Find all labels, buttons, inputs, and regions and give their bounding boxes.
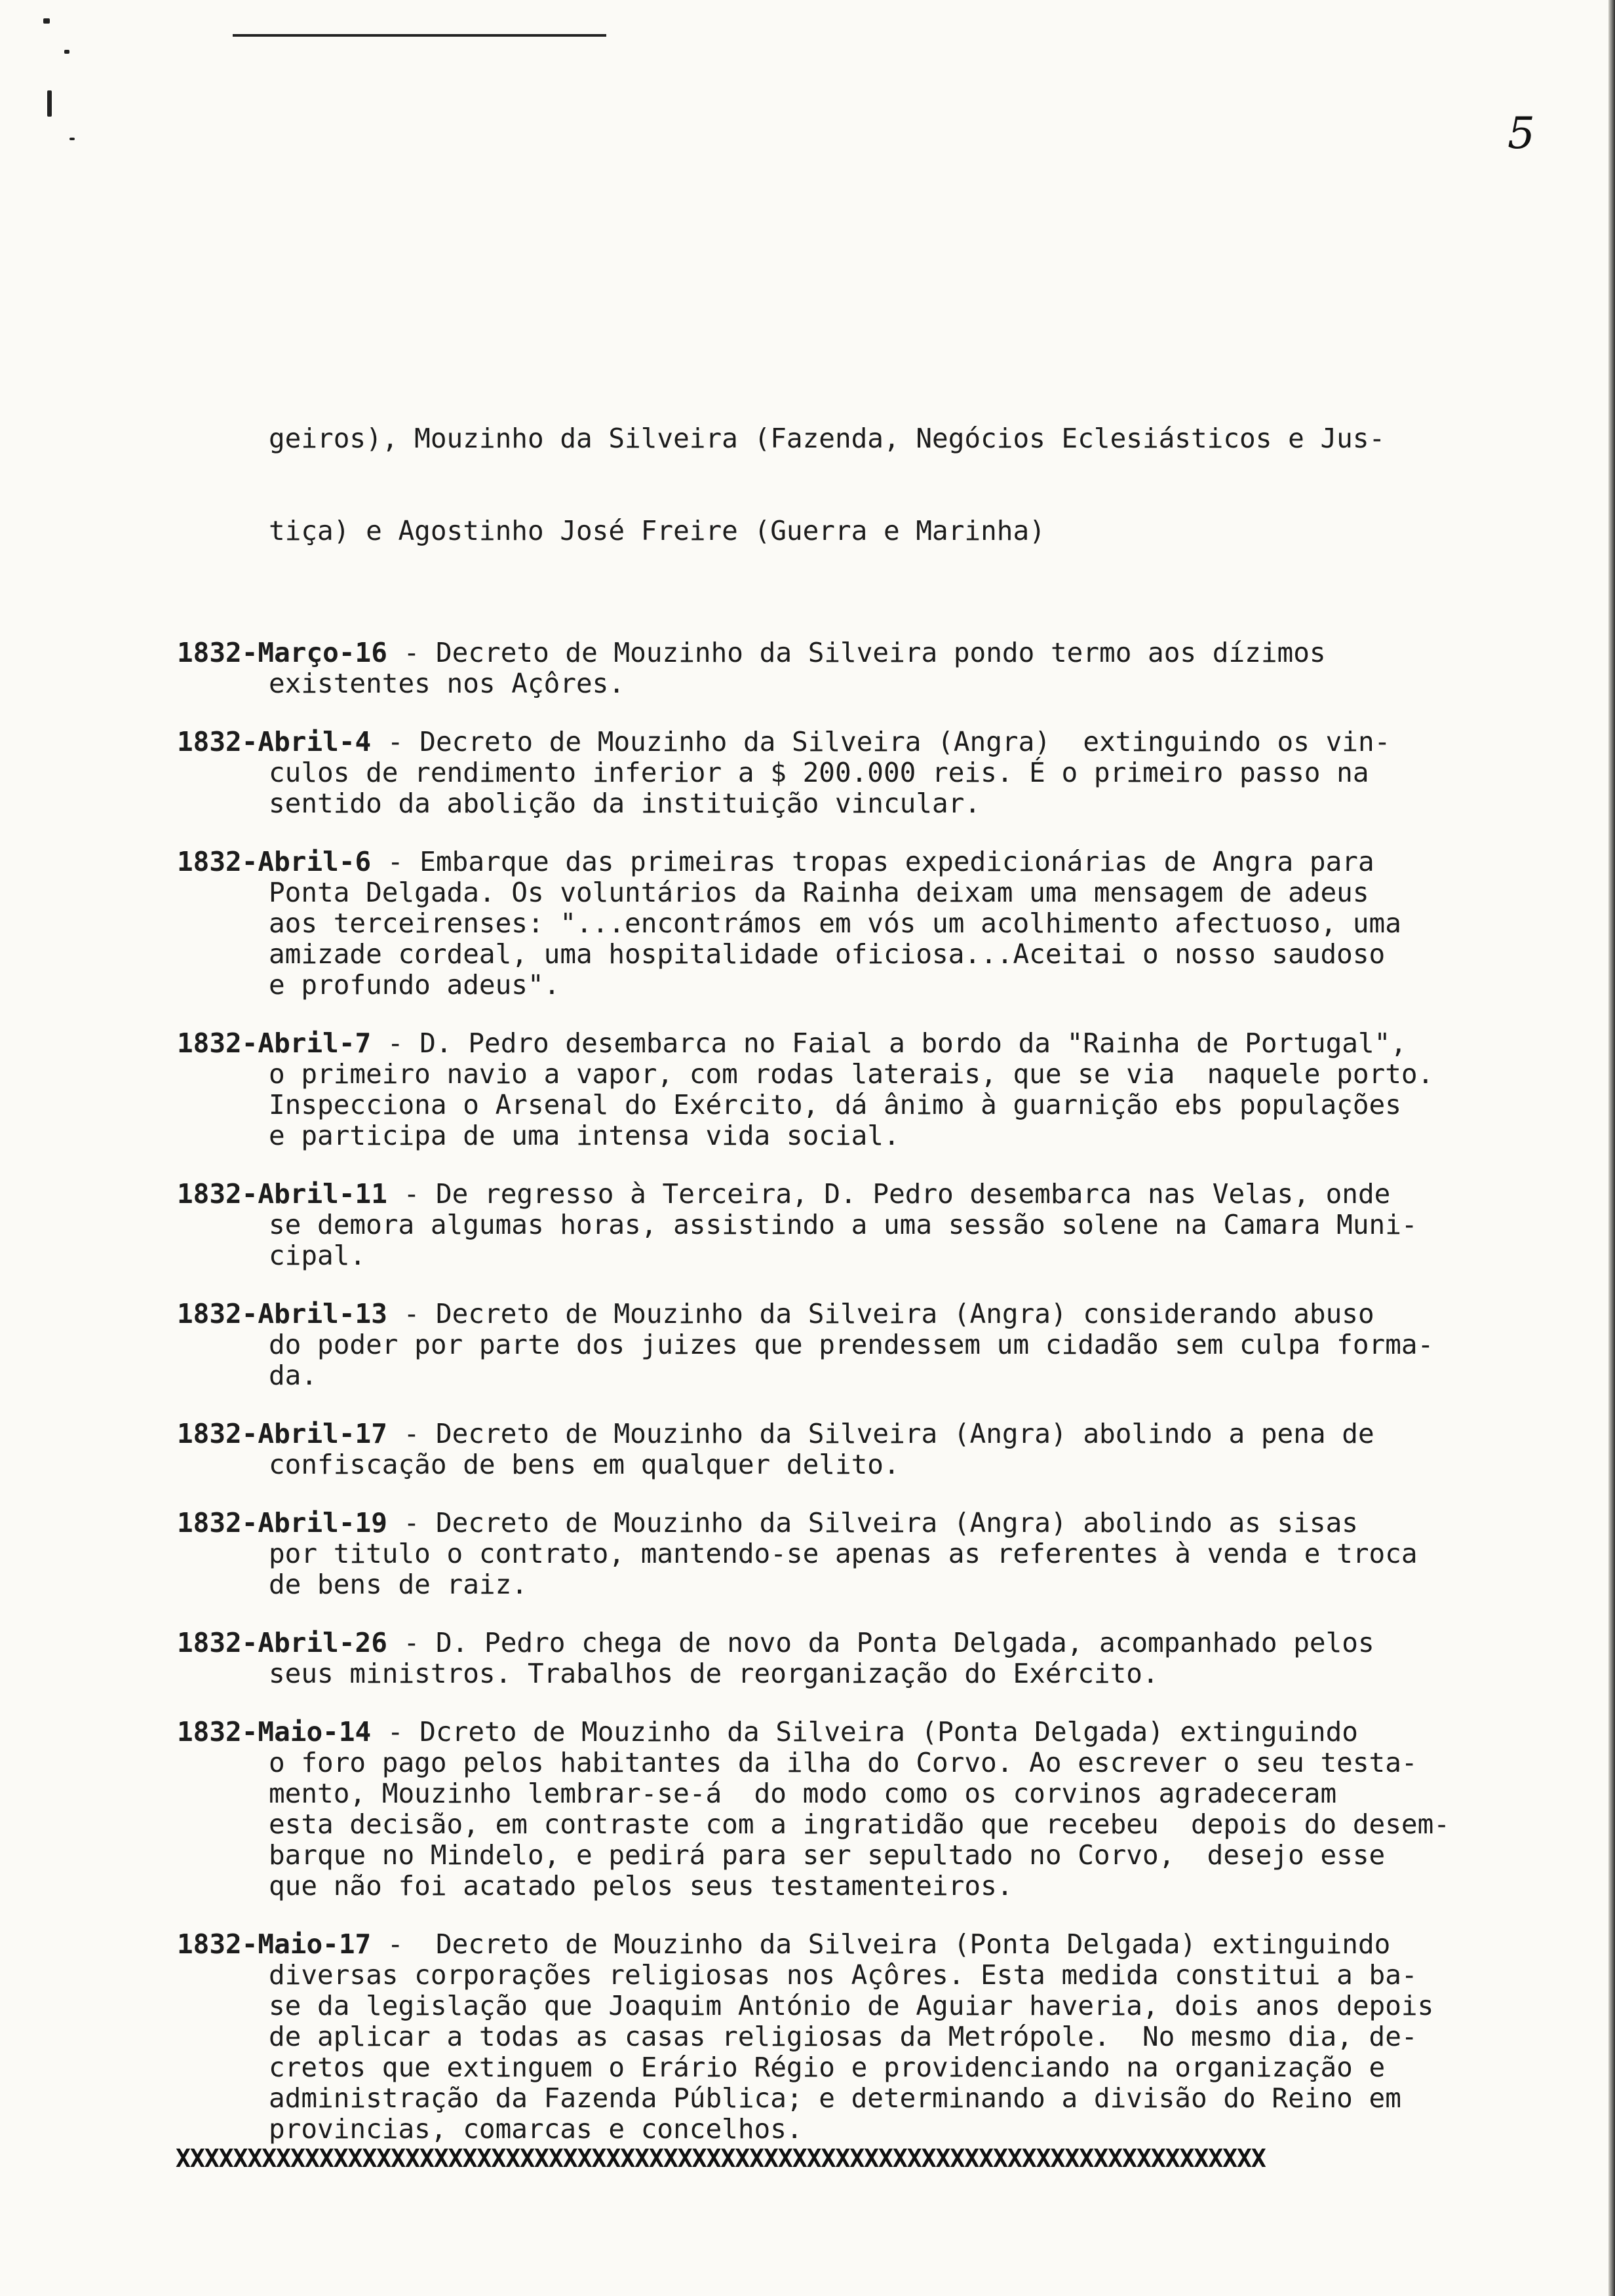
entry-line: barque no Mindelo, e pedirá para ser sepultado no Corvo, desejo esse [269, 1839, 1386, 1871]
header-rule [233, 34, 606, 37]
chronology-entry [177, 638, 1560, 699]
entry-first-line [177, 1419, 1560, 1449]
entry-first-line [177, 638, 1560, 668]
entry-text: - Decreto de Mouzinho da Silveira pondo termo aos dízimos [387, 637, 1326, 668]
entry-line: seus ministros. Trabalhos de reorganização do Exército. [269, 1658, 1159, 1689]
entry-line: provincias, comarcas e concelhos. [269, 2113, 803, 2145]
entry-line: de bens de raiz. [269, 1569, 528, 1600]
entry-text: - D. Pedro desembarca no Faial a bordo da "Rainha de Portugal", [371, 1027, 1407, 1059]
chronology-entry [177, 1299, 1560, 1391]
entry-date: 1832-Abril-6 [177, 846, 372, 877]
entry-first-line [177, 847, 1560, 877]
entry-text: - Decreto de Mouzinho da Silveira (Angra) abolindo as sisas [387, 1507, 1358, 1539]
entry-line: administração da Fazenda Pública; e determinando a divisão do Reino em [269, 2082, 1401, 2114]
entry-date: 1832-Abril-19 [177, 1507, 387, 1539]
intro-paragraph [269, 362, 1560, 608]
entry-line: diversas corporações religiosas nos Açôres. Esta medida constitui a ba- [269, 1959, 1418, 1991]
entry-text: - Decreto de Mouzinho da Silveira (Ponta Delgada) extinguindo [371, 1928, 1391, 1960]
entry-text: - De regresso à Terceira, D. Pedro desembarca nas Velas, onde [387, 1178, 1391, 1210]
chronology-entry [177, 727, 1560, 819]
entry-first-line [177, 1508, 1560, 1539]
entry-date: 1832-Abril-11 [177, 1178, 387, 1210]
entry-line: que não foi acatado pelos seus testamenteiros. [269, 1870, 1013, 1902]
entry-date: 1832-Abril-13 [177, 1298, 387, 1330]
entry-line: da. [269, 1360, 318, 1391]
entry-first-line [177, 1717, 1560, 1748]
entry-text: - D. Pedro chega de novo da Ponta Delgada, acompanhado pelos [387, 1627, 1374, 1658]
chronology-entries [177, 638, 1560, 2145]
entry-first-line [177, 727, 1560, 757]
entry-line: Inspecciona o Arsenal do Exército, dá ânimo à guarnição ebs populações [269, 1089, 1401, 1120]
chronology-entry [177, 847, 1560, 1001]
margin-mark [64, 50, 69, 54]
entry-first-line [177, 1628, 1560, 1658]
entry-line: mento, Mouzinho lembrar-se-á do modo como os corvinos agradeceram [269, 1778, 1337, 1809]
entry-text: - Decreto de Mouzinho da Silveira (Angra) extinguindo os vin- [371, 726, 1391, 757]
page-number: 5 [1508, 108, 1535, 159]
chronology-entry [177, 1419, 1560, 1480]
entry-line: se demora algumas horas, assistindo a uma sessão solene na Camara Muni- [269, 1209, 1418, 1240]
entry-line: por titulo o contrato, mantendo-se apenas as referentes à venda e troca [269, 1538, 1418, 1569]
entry-text: - Decreto de Mouzinho da Silveira (Angra) abolindo a pena de [387, 1418, 1374, 1449]
margin-mark [47, 90, 52, 117]
page-edge-shadow [1608, 0, 1615, 2296]
entry-line: Ponta Delgada. Os voluntários da Rainha deixam uma mensagem de adeus [269, 877, 1369, 908]
entry-line: aos terceirenses: "...encontrámos em vós um acolhimento afectuoso, uma [269, 908, 1401, 939]
entry-line: amizade cordeal, uma hospitalidade oficiosa...Aceitai o nosso saudoso [269, 938, 1386, 970]
entry-text: - Embarque das primeiras tropas expedicionárias de Angra para [371, 846, 1374, 877]
entry-date: 1832-Maio-17 [177, 1928, 372, 1960]
entry-first-line [177, 1179, 1560, 1210]
entry-line: cipal. [269, 1240, 366, 1271]
margin-mark [43, 18, 50, 24]
chronology-entry [177, 1508, 1560, 1600]
entry-line: de aplicar a todas as casas religiosas da Metrópole. No mesmo dia, de- [269, 2021, 1418, 2052]
entry-line: existentes nos Açôres. [269, 668, 625, 699]
entry-line: sentido da abolição da instituição vincular. [269, 788, 981, 819]
chronology-entry [177, 1929, 1560, 2145]
entry-date: 1832-Abril-7 [177, 1027, 372, 1059]
chronology-entry [177, 1028, 1560, 1151]
intro-line: geiros), Mouzinho da Silveira (Fazenda, Negócios Eclesiásticos e Jus- [269, 423, 1386, 454]
entry-line: se da legislação que Joaquim António de Aguiar haveria, dois anos depois [269, 1990, 1434, 2021]
entry-date: 1832-Abril-17 [177, 1418, 387, 1449]
entry-first-line [177, 1299, 1560, 1330]
entry-date: 1832-Abril-26 [177, 1627, 387, 1658]
entry-line: cretos que extinguem o Erário Régio e providenciando na organização e [269, 2052, 1386, 2083]
chronology-entry [177, 1628, 1560, 1689]
chronology-entry [177, 1717, 1560, 1902]
entry-date: 1832-Março-16 [177, 637, 387, 668]
entry-first-line [177, 1929, 1560, 1960]
entry-line: culos de rendimento inferior a $ 200.000 reis. É o primeiro passo na [269, 757, 1369, 788]
entry-line: e participa de uma intensa vida social. [269, 1120, 900, 1151]
document-body [177, 362, 1560, 2172]
margin-mark [69, 138, 75, 140]
entry-line: e profundo adeus". [269, 969, 560, 1001]
closing-separator: XXXXXXXXXXXXXXXXXXXXXXXXXXXXXXXXXXXXXXXXXXXXXXXXXXXXXXXXXXXXXXXXXXXXXXXXXXXX [176, 2144, 1266, 2173]
entry-line: o foro pago pelos habitantes da ilha do Corvo. Ao escrever o seu testa- [269, 1747, 1418, 1778]
entry-line: do poder por parte dos juizes que prendessem um cidadão sem culpa forma- [269, 1329, 1434, 1360]
entry-text: - Decreto de Mouzinho da Silveira (Angra) considerando abuso [387, 1298, 1374, 1330]
entry-line: esta decisão, em contraste com a ingratidão que recebeu depois do desem- [269, 1808, 1450, 1840]
intro-line: tiça) e Agostinho José Freire (Guerra e Marinha) [269, 515, 1045, 546]
entry-line: confiscação de bens em qualquer delito. [269, 1449, 900, 1480]
chronology-entry [177, 1179, 1560, 1271]
entry-line: o primeiro navio a vapor, com rodas laterais, que se via naquele porto. [269, 1058, 1434, 1090]
entry-date: 1832-Abril-4 [177, 726, 372, 757]
entry-text: - Dcreto de Mouzinho da Silveira (Ponta Delgada) extinguindo [371, 1716, 1358, 1748]
entry-first-line [177, 1028, 1560, 1059]
entry-date: 1832-Maio-14 [177, 1716, 372, 1748]
